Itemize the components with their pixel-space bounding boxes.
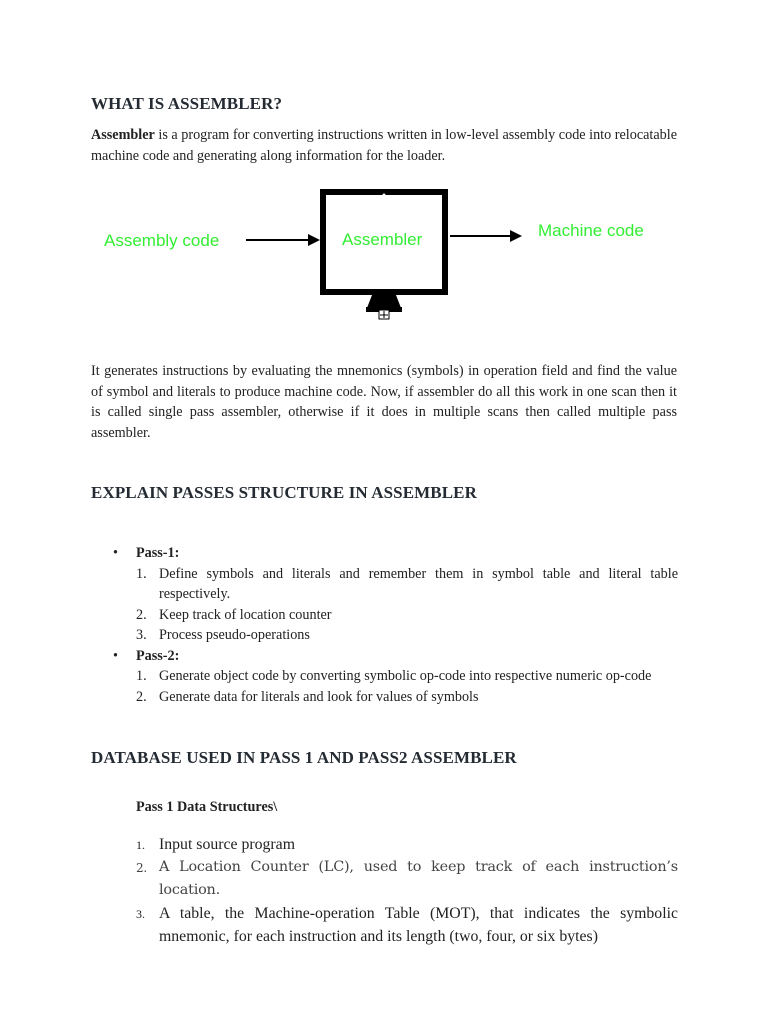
data-structure-item: 1. Input source program: [136, 836, 295, 853]
heading-database: DATABASE USED IN PASS 1 AND PASS2 ASSEMBLER: [91, 748, 517, 767]
pass-1-steps: [136, 564, 678, 646]
pass-1-step: 3. Process pseudo-operations: [136, 627, 310, 643]
box-label: Assembler: [342, 230, 423, 249]
bullet-icon: •: [113, 647, 118, 664]
pass-2-step: 2. Generate data for literals and look for values of symbols: [136, 688, 479, 705]
pass-2-label: Pass-2:: [136, 647, 180, 664]
heading-what-is-assembler: WHAT IS ASSEMBLER?: [91, 94, 283, 113]
intro-text: is a program for converting instructions written in low-level assembly code into relocatable machine code and generating along information for the loader.: [91, 127, 677, 164]
pass-2-item: [108, 646, 678, 708]
output-arrow: [450, 230, 522, 242]
pass-1-step: 2. Keep track of location counter: [136, 606, 332, 623]
pass-2-step: 1. Generate object code by converting symbolic op-code into respective numeric op-code: [136, 668, 652, 684]
heading-passes-structure: EXPLAIN PASSES STRUCTURE IN ASSEMBLER: [91, 483, 477, 502]
data-structures-list: [136, 833, 678, 948]
input-arrow: [246, 234, 320, 246]
data-structure-item: 3. A table, the Machine-operation Table (MOT), that indicates the symbolic mnemonic, for each instruction and its length (two, four, or six bytes): [136, 905, 678, 945]
generation-paragraph: It generates instructions by evaluating the mnemonics (symbols) in operation field and find the value of symbol and literals to produce machine code. Now, if assembler do all this work in one scan then it is called single pass assembler, otherwise if it does in multiple scans then called multiple pass assembler.: [91, 363, 677, 441]
intro-paragraph: [91, 125, 677, 166]
bullet-icon: •: [113, 545, 118, 561]
pass-1-label: Pass-1:: [136, 545, 180, 561]
pass-1-step: 1. Define symbols and literals and remember them in symbol table and literal table respectively.: [136, 565, 678, 602]
input-label: Assembly code: [104, 231, 220, 250]
passes-list: [108, 543, 678, 707]
data-structure-item: 2. A Location Counter (LC), used to keep track of each instruction’s location.: [136, 859, 678, 898]
intro-bold-term: Assembler: [91, 127, 155, 143]
pass-2-steps: [136, 666, 678, 707]
pass-1-data-structures-heading: Pass 1 Data Structures\: [136, 799, 278, 815]
monitor-icon: [323, 192, 445, 319]
assembler-diagram: [0, 180, 768, 330]
pass-1-item: [108, 543, 678, 646]
output-label: Machine code: [538, 221, 644, 240]
